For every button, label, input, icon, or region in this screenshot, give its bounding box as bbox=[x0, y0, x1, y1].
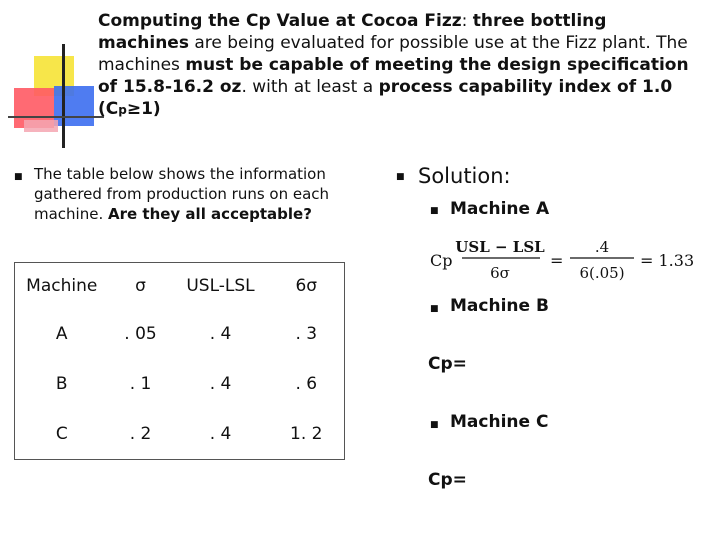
table-row bbox=[15, 309, 345, 359]
table-cell: . 6 bbox=[295, 374, 318, 394]
title-part-7: process capability index of 1.0 (C bbox=[98, 77, 673, 119]
machine-c-bullet-icon: ■ bbox=[430, 420, 439, 430]
header-six-sigma: 6σ bbox=[295, 276, 318, 296]
machine-c-label: Machine C bbox=[450, 412, 549, 432]
title-part-5: must be capable of meeting the design specification of 15.8-16.2 oz bbox=[98, 55, 689, 97]
title-part-8: p bbox=[118, 103, 127, 117]
table-cell: C bbox=[55, 424, 68, 444]
title-part-9: ≥1) bbox=[126, 99, 161, 119]
title-part-3: three bottling machines bbox=[98, 11, 607, 53]
machine-table bbox=[14, 262, 345, 460]
formula-denominator-2: 6(.05) bbox=[579, 264, 625, 282]
formula-result: = 1.33 bbox=[640, 251, 695, 270]
table-cell: . 4 bbox=[209, 324, 232, 344]
table-cell: 1. 2 bbox=[290, 424, 323, 444]
machine-b-cp: Cp= bbox=[428, 354, 467, 374]
intro-bullet-icon: ■ bbox=[14, 172, 23, 182]
intro-question: Are they all acceptable? bbox=[108, 205, 312, 223]
logo-pink-bar bbox=[24, 120, 58, 132]
logo-blue-square bbox=[54, 86, 94, 126]
header-usl-lsl: USL-LSL bbox=[186, 276, 255, 296]
solution-bullet-icon: ■ bbox=[396, 172, 405, 182]
table-cell: . 05 bbox=[124, 324, 157, 344]
table-header-row bbox=[15, 263, 345, 310]
table-cell: . 4 bbox=[209, 374, 232, 394]
formula-numerator-1: USL − LSL bbox=[455, 238, 545, 256]
slide-title bbox=[98, 10, 698, 121]
title-part-6: . with at least a bbox=[241, 77, 379, 97]
logo-horizontal-line bbox=[8, 116, 104, 118]
machine-a-bullet-icon: ■ bbox=[430, 206, 439, 216]
title-part-2: : bbox=[461, 11, 473, 31]
table-cell: A bbox=[55, 324, 68, 344]
intro-text bbox=[34, 164, 354, 224]
cp-formula-machine-a bbox=[430, 228, 700, 292]
table-cell: . 2 bbox=[129, 424, 152, 444]
table-cell: B bbox=[55, 374, 68, 394]
formula-lhs: Cp bbox=[430, 251, 453, 270]
machine-a-label: Machine A bbox=[450, 199, 550, 219]
header-machine: Machine bbox=[26, 276, 98, 296]
table-row bbox=[15, 409, 345, 460]
logo-vertical-line bbox=[62, 44, 65, 148]
header-sigma: σ bbox=[135, 276, 146, 296]
formula-denominator-1: 6σ bbox=[490, 264, 510, 282]
table-row bbox=[15, 359, 345, 409]
title-part-1: Computing the Cp Value at Cocoa Fizz bbox=[98, 11, 462, 31]
table-cell: . 1 bbox=[129, 374, 152, 394]
formula-numerator-2: .4 bbox=[594, 238, 610, 256]
table-cell: . 4 bbox=[209, 424, 232, 444]
solution-heading: Solution: bbox=[418, 164, 511, 188]
title-part-4: are being evaluated for possible use at the Fizz plant. The machines bbox=[98, 33, 688, 75]
machine-b-bullet-icon: ■ bbox=[430, 304, 439, 314]
intro-sentence: The table below shows the information gathered from production runs on each machine. bbox=[34, 165, 330, 223]
machine-c-cp: Cp= bbox=[428, 470, 467, 490]
machine-b-label: Machine B bbox=[450, 296, 549, 316]
table-cell: . 3 bbox=[295, 324, 318, 344]
formula-equals-1: = bbox=[550, 251, 564, 270]
